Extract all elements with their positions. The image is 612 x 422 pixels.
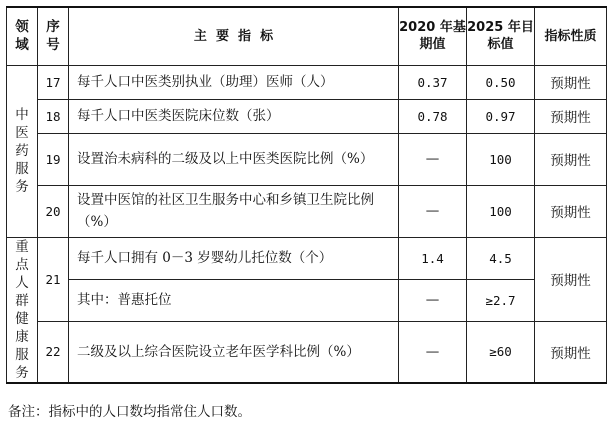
base-cell: — [399, 185, 467, 237]
table-row [7, 279, 607, 321]
target-cell: 0.50 [467, 65, 535, 99]
seq-cell: 18 [38, 99, 69, 133]
indicator-cell: 设置中医馆的社区卫生服务中心和乡镇卫生院比例（%） [69, 185, 399, 237]
nature-cell: 预期性 [535, 99, 607, 133]
indicator-cell: 设置治未病科的二级及以上中医类医院比例（%） [69, 133, 399, 185]
table-row [7, 99, 607, 133]
base-cell: 0.37 [399, 65, 467, 99]
table-row [7, 65, 607, 99]
table-row [7, 185, 607, 237]
header-indicator: 主 要 指 标 [69, 7, 399, 65]
base-cell: — [399, 321, 467, 382]
target-cell: 100 [467, 133, 535, 185]
nature-cell: 预期性 [535, 321, 607, 382]
nature-cell: 预期性 [535, 65, 607, 99]
domain-cell: 中医药服务 [7, 65, 38, 237]
target-cell: 100 [467, 185, 535, 237]
header-base: 2020 年基期值 [399, 7, 467, 65]
header-seq: 序号 [38, 7, 69, 65]
header-domain: 领域 [7, 7, 38, 65]
target-cell: ≥2.7 [467, 279, 535, 321]
seq-cell: 22 [38, 321, 69, 382]
indicator-cell: 每千人口拥有 0－3 岁婴幼儿托位数（个） [69, 237, 399, 279]
indicator-table [6, 6, 607, 384]
seq-cell: 21 [38, 237, 69, 321]
domain-cell: 重点人群健康服务 [7, 237, 38, 383]
base-cell: 1.4 [399, 237, 467, 279]
header-nature: 指标性质 [535, 7, 607, 65]
table-row [7, 133, 607, 185]
indicator-cell: 每千人口中医类医院床位数（张） [69, 99, 399, 133]
table-row [7, 321, 607, 382]
target-cell: ≥60 [467, 321, 535, 382]
target-cell: 4.5 [467, 237, 535, 279]
indicator-cell: 二级及以上综合医院设立老年医学科比例（%） [69, 321, 399, 382]
nature-cell: 预期性 [535, 237, 607, 321]
target-cell: 0.97 [467, 99, 535, 133]
table-row [7, 237, 607, 279]
base-cell: 0.78 [399, 99, 467, 133]
header-target: 2025 年目标值 [467, 7, 535, 65]
indicator-cell: 每千人口中医类别执业（助理）医师（人） [69, 65, 399, 99]
nature-cell: 预期性 [535, 185, 607, 237]
nature-cell: 预期性 [535, 133, 607, 185]
seq-cell: 20 [38, 185, 69, 237]
seq-cell: 19 [38, 133, 69, 185]
table-note: 备注：指标中的人口数均指常住人口数。 [8, 404, 251, 420]
base-cell: — [399, 133, 467, 185]
seq-cell: 17 [38, 65, 69, 99]
indicator-cell: 其中：普惠托位 [69, 279, 399, 321]
base-cell: — [399, 279, 467, 321]
